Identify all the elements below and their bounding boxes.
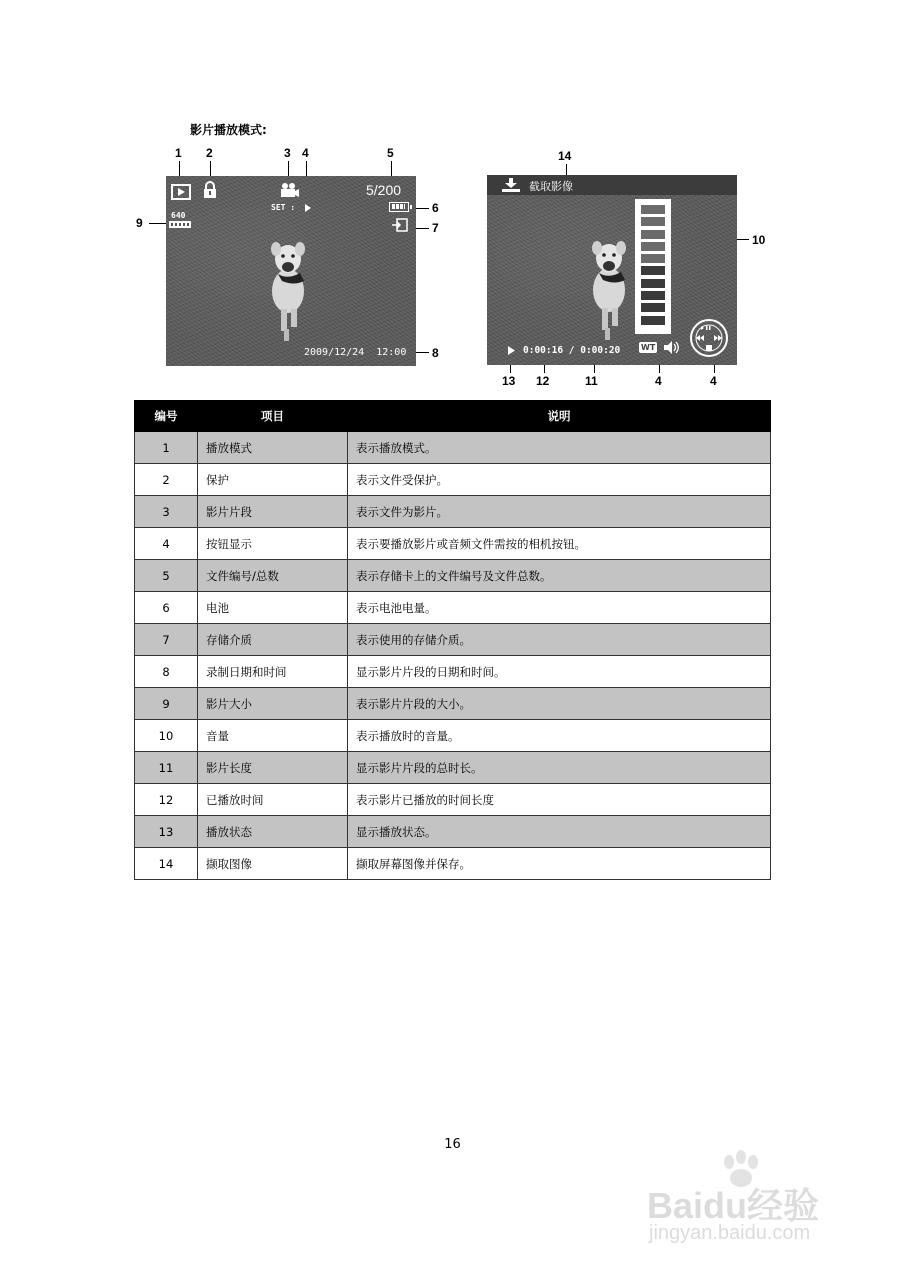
row-description: 显示播放状态。 — [348, 816, 771, 848]
row-item: 按钮显示 — [198, 528, 348, 560]
row-item: 保护 — [198, 464, 348, 496]
row-number: 12 — [135, 784, 198, 816]
volume-segment — [641, 205, 665, 214]
row-item: 音量 — [198, 720, 348, 752]
callout-5: 5 — [387, 146, 394, 160]
row-number: 9 — [135, 688, 198, 720]
baidu-watermark — [645, 1150, 875, 1250]
table-row — [135, 592, 771, 624]
right-screen-figure — [480, 145, 780, 395]
watermark-brand: Baidu经验 — [647, 1185, 820, 1226]
volume-segment — [641, 217, 665, 226]
row-description: 表示使用的存储介质。 — [348, 624, 771, 656]
header-item: 项目 — [198, 401, 348, 432]
row-description: 表示文件受保护。 — [348, 464, 771, 496]
row-description: 显示影片片段的日期和时间。 — [348, 656, 771, 688]
row-number: 8 — [135, 656, 198, 688]
row-number: 7 — [135, 624, 198, 656]
row-item: 录制日期和时间 — [198, 656, 348, 688]
row-item: 影片长度 — [198, 752, 348, 784]
battery-icon — [389, 202, 409, 212]
wt-button-icon: WT — [641, 343, 656, 352]
row-description: 撷取屏幕图像并保存。 — [348, 848, 771, 880]
callout-12: 12 — [536, 374, 550, 388]
watermark-url: jingyan.baidu.com — [649, 1222, 811, 1244]
callout-11: 11 — [585, 374, 598, 388]
row-description: 表示播放模式。 — [348, 432, 771, 464]
row-number: 1 — [135, 432, 198, 464]
page-number: 16 — [444, 1137, 461, 1152]
capture-label: 截取影像 — [529, 180, 573, 193]
volume-segment — [641, 230, 665, 239]
volume-icon — [663, 340, 681, 355]
row-item: 播放状态 — [198, 816, 348, 848]
row-number: 6 — [135, 592, 198, 624]
callout-6: 6 — [432, 201, 439, 215]
header-desc: 说明 — [348, 401, 771, 432]
callout-3: 3 — [284, 146, 291, 160]
record-date-time: 2009/12/24 12:00 — [304, 347, 407, 358]
row-number: 11 — [135, 752, 198, 784]
row-item: 撷取图像 — [198, 848, 348, 880]
callout-9: 9 — [136, 216, 143, 230]
callout-13: 13 — [502, 374, 516, 388]
time-readout: 0:00:16 / 0:00:20 — [523, 345, 621, 356]
row-item: 已播放时间 — [198, 784, 348, 816]
table-row — [135, 432, 771, 464]
header-num: 编号 — [135, 401, 198, 432]
elapsed-time: 0:00:16 — [523, 345, 564, 356]
movie-clip-icon — [278, 182, 300, 198]
row-number: 5 — [135, 560, 198, 592]
row-description: 表示影片已播放的时间长度 — [348, 784, 771, 816]
row-number: 4 — [135, 528, 198, 560]
callout-14: 14 — [558, 149, 572, 163]
left-screen-figure — [130, 140, 450, 370]
table-header — [135, 401, 771, 432]
table-row — [135, 720, 771, 752]
table-row — [135, 496, 771, 528]
file-counter: 5/200 — [366, 182, 402, 198]
capture-icon — [501, 178, 521, 192]
callout-4a: 4 — [655, 374, 662, 388]
control-dial-icon[interactable] — [689, 318, 729, 358]
row-number: 14 — [135, 848, 198, 880]
volume-segment — [641, 279, 665, 288]
volume-segment — [641, 291, 665, 300]
callout-10: 10 — [752, 233, 766, 247]
row-number: 2 — [135, 464, 198, 496]
callout-7: 7 — [432, 221, 439, 235]
row-item: 文件编号/总数 — [198, 560, 348, 592]
callout-1: 1 — [175, 146, 182, 160]
total-time: 0:00:20 — [580, 345, 621, 356]
set-label: SET : — [271, 203, 296, 212]
table-row — [135, 656, 771, 688]
row-item: 播放模式 — [198, 432, 348, 464]
row-description: 显示影片片段的总时长。 — [348, 752, 771, 784]
volume-segment — [641, 303, 665, 312]
row-item: 存储介质 — [198, 624, 348, 656]
left-screen — [166, 176, 416, 366]
dog-photo — [248, 231, 328, 346]
lock-icon — [202, 181, 218, 199]
row-description: 表示影片片段的大小。 — [348, 688, 771, 720]
play-button-icon — [304, 204, 312, 212]
info-table — [134, 400, 771, 880]
table-row — [135, 752, 771, 784]
row-number: 3 — [135, 496, 198, 528]
right-screen — [487, 175, 737, 365]
volume-segment — [641, 316, 665, 325]
play-status-icon — [507, 346, 516, 355]
callout-4: 4 — [302, 146, 309, 160]
section-title: 影片播放模式: — [190, 123, 267, 137]
table-row — [135, 784, 771, 816]
row-description: 表示存储卡上的文件编号及文件总数。 — [348, 560, 771, 592]
row-item: 影片片段 — [198, 496, 348, 528]
row-description: 表示要播放影片或音频文件需按的相机按钮。 — [348, 528, 771, 560]
row-item: 电池 — [198, 592, 348, 624]
row-description: 表示播放时的音量。 — [348, 720, 771, 752]
callout-8: 8 — [432, 346, 439, 360]
storage-media-icon — [392, 218, 408, 232]
table-row — [135, 848, 771, 880]
table-row — [135, 464, 771, 496]
capture-bar[interactable] — [487, 175, 737, 195]
row-number: 13 — [135, 816, 198, 848]
row-number: 10 — [135, 720, 198, 752]
table-row — [135, 816, 771, 848]
play-mode-icon — [171, 184, 191, 200]
movie-size-icon: 640 — [169, 212, 193, 230]
volume-segment — [641, 242, 665, 251]
row-description: 表示文件为影片。 — [348, 496, 771, 528]
volume-segment — [641, 254, 665, 263]
row-item: 影片大小 — [198, 688, 348, 720]
table-row — [135, 688, 771, 720]
table-row — [135, 528, 771, 560]
callout-4b: 4 — [710, 374, 717, 388]
volume-bar[interactable] — [635, 199, 671, 334]
row-description: 表示电池电量。 — [348, 592, 771, 624]
table-row — [135, 560, 771, 592]
callout-2: 2 — [206, 146, 213, 160]
volume-segment — [641, 266, 665, 275]
table-row — [135, 624, 771, 656]
